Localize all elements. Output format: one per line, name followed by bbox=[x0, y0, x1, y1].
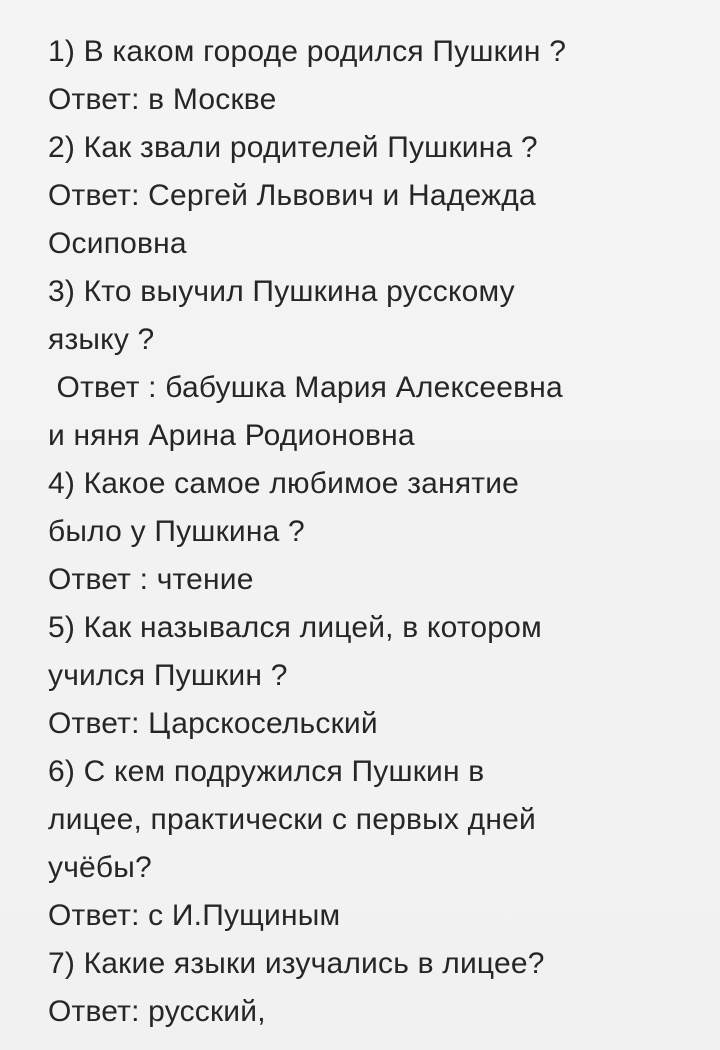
answer-4-line: Ответ : чтение bbox=[48, 563, 254, 596]
question-5-line-cont: учился Пушкин ? bbox=[48, 659, 288, 692]
question-1-line: 1) В каком городе родился Пушкин ? bbox=[48, 35, 567, 68]
answer-5-line: Ответ: Царскосельский bbox=[48, 707, 378, 740]
question-3-line-cont: языку ? bbox=[48, 323, 155, 356]
question-4-line: 4) Какое самое любимое занятие bbox=[48, 467, 520, 500]
question-6-line-cont: лицее, практически с первых дней bbox=[48, 803, 536, 836]
answer-1-line: Ответ: в Москве bbox=[48, 83, 277, 116]
answer-7-line: Ответ: русский, bbox=[48, 995, 266, 1028]
question-6-line: 6) С кем подружился Пушкин в bbox=[48, 755, 485, 788]
question-7-line: 7) Какие языки изучались в лицее? bbox=[48, 947, 545, 980]
answer-6-line: Ответ: с И.Пущиным bbox=[48, 899, 341, 932]
question-5-line: 5) Как назывался лицей, в котором bbox=[48, 611, 542, 644]
qa-document bbox=[48, 28, 698, 1036]
question-2-line: 2) Как звали родителей Пушкина ? bbox=[48, 131, 538, 164]
answer-3-line-cont: и няня Арина Родионовна bbox=[48, 419, 415, 452]
answer-2-line-cont: Осиповна bbox=[48, 227, 187, 260]
question-4-line-cont: было у Пушкина ? bbox=[48, 515, 305, 548]
question-3-line: 3) Кто выучил Пушкина русскому bbox=[48, 275, 515, 308]
answer-3-line: Ответ : бабушка Мария Алексеевна bbox=[48, 371, 563, 404]
answer-2-line: Ответ: Сергей Львович и Надежда bbox=[48, 179, 536, 212]
question-6-line-cont-2: учёбы? bbox=[48, 851, 152, 884]
